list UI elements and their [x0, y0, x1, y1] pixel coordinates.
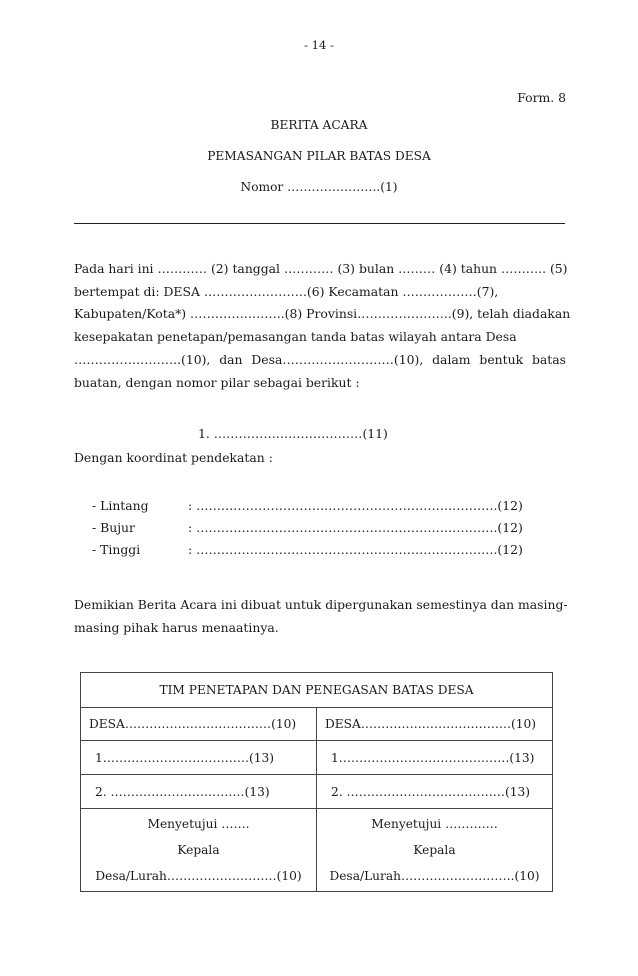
right-approve-label: Menyetujui ………….	[371, 817, 498, 831]
left-signatory-line: Desa/Lurah………………………(10)	[95, 869, 302, 883]
left-role-label: Kepala	[177, 843, 220, 857]
coordinate-label: - Bujur	[92, 520, 135, 535]
document-subtitle: PEMASANGAN PILAR BATAS DESA	[207, 149, 431, 163]
coordinate-label: - Tinggi	[92, 542, 141, 557]
coordinate-row-elevation	[92, 542, 523, 557]
document-number: Nomor …………………..(1)	[240, 180, 398, 194]
paragraph-line: Kabupaten/Kota*) …………………..(8) Provinsi…………………..(9), telah diadakan	[74, 306, 571, 322]
right-approval-block	[317, 809, 553, 892]
divider-line	[74, 223, 565, 224]
left-member-2: 2. ……………………………(13)	[81, 775, 317, 809]
right-signatory-line: Desa/Lurah……………………….(10)	[329, 869, 540, 883]
left-desa-cell: DESA………………………………(10)	[81, 708, 317, 741]
paragraph-line: buatan, dengan nomor pilar sebagai berikut :	[74, 374, 360, 390]
right-role-label: Kepala	[413, 843, 456, 857]
form-number: Form. 8	[517, 90, 566, 105]
coordinate-value: : ……………………………………………………………….(12)	[188, 542, 523, 557]
closing-paragraph	[74, 594, 566, 639]
closing-line: Demikian Berita Acara ini dibuat untuk dipergunakan semestinya dan masing-	[74, 597, 568, 612]
coordinate-label: - Lintang	[92, 498, 149, 513]
signature-table	[80, 672, 553, 892]
right-member-1: 1……………………………………(13)	[317, 741, 553, 775]
pillar-number-item: 1. ………………………………(11)	[198, 426, 388, 441]
opening-paragraph	[74, 258, 571, 394]
left-approve-label: Menyetujui …….	[147, 817, 250, 831]
page-number: - 14 -	[304, 38, 334, 52]
team-heading: TIM PENETAPAN DAN PENEGASAN BATAS DESA	[81, 673, 553, 708]
closing-line: masing pihak harus menaatinya.	[74, 619, 279, 635]
coordinate-row-longitude	[92, 520, 523, 535]
paragraph-line: kesepakatan penetapan/pemasangan tanda batas wilayah antara Desa	[74, 329, 517, 345]
coordinate-row-latitude	[92, 498, 523, 513]
coordinate-value: : ……………………………………………………………….(12)	[188, 498, 523, 513]
document-title: BERITA ACARA	[270, 118, 368, 132]
coordinate-intro: Dengan koordinat pendekatan :	[74, 450, 273, 465]
paragraph-line: bertempat di: DESA …………………….(6) Kecamatan ………………(7),	[74, 283, 499, 299]
right-member-2: 2. …………………………………(13)	[317, 775, 553, 809]
paragraph-line: Pada hari ini ………… (2) tanggal ………… (3) bulan ……… (4) tahun ……….. (5)	[74, 261, 568, 276]
paragraph-line: ……………………..(10), dan Desa………………………(10), dalam bentuk batas	[74, 351, 566, 367]
left-member-1: 1………………………………(13)	[81, 741, 317, 775]
coordinate-value: : ……………………………………………………………….(12)	[188, 520, 523, 535]
right-desa-cell: DESA……………………………….(10)	[317, 708, 553, 741]
left-approval-block	[81, 809, 317, 892]
